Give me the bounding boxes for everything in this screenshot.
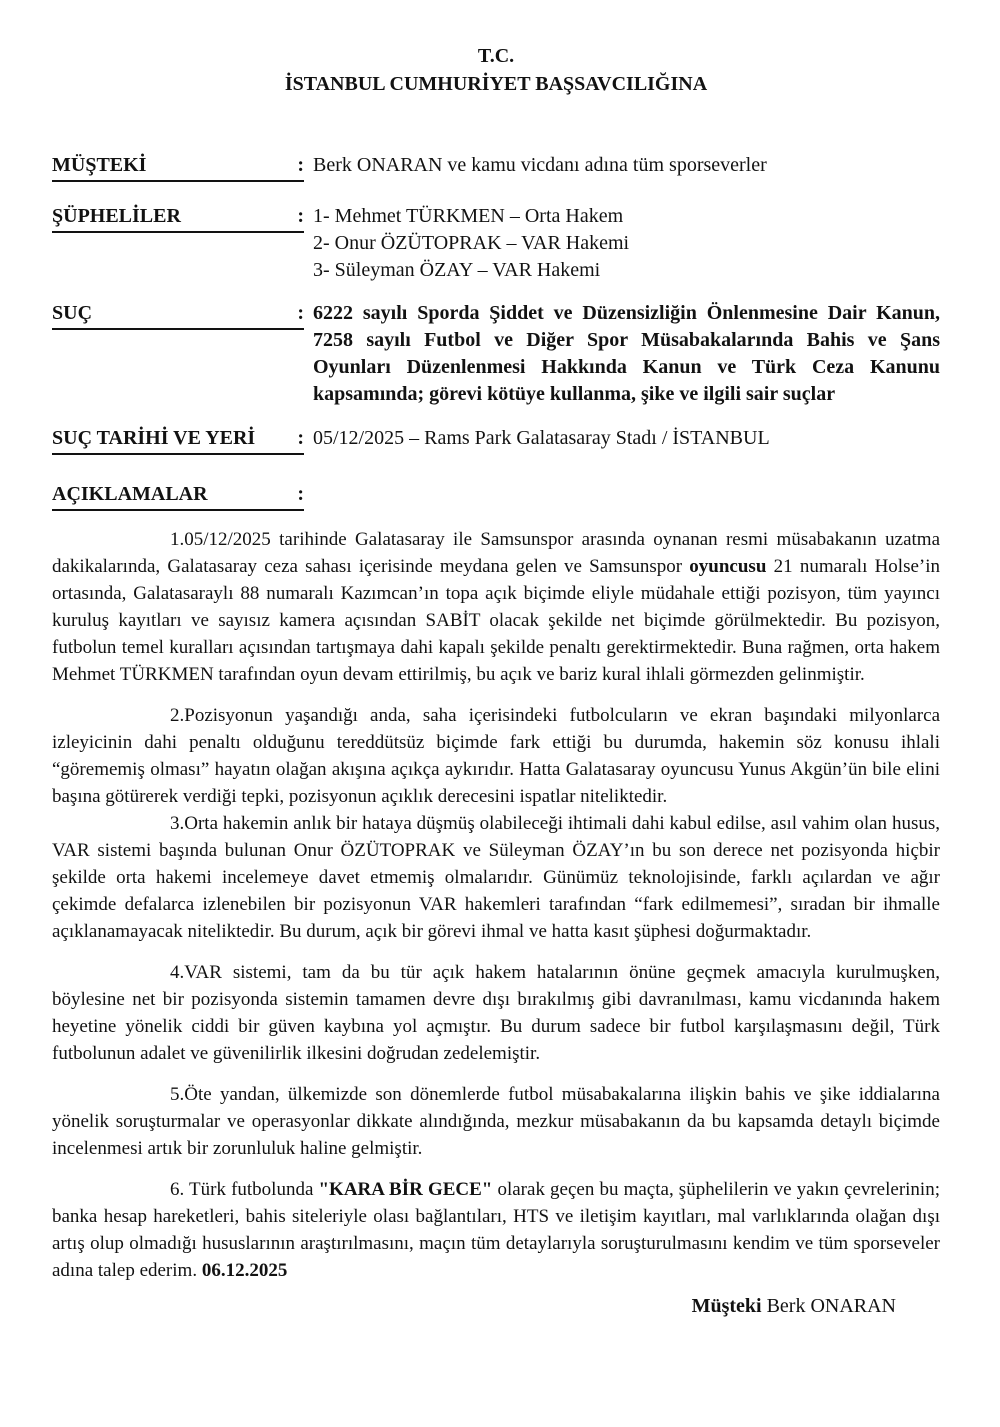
paragraph-1: 1.05/12/2025 tarihinde Galatasaray ile Samsunspor arasında oynanan resmi müsabakanın uzatma dakikalarında, Galatasaray ceza sahası içerisinde meydana gelen ve Samsunspor oyuncusu 21 numaralı Holse’in ortasında, Galatasaraylı 88 numaralı Kazımcan’ın topa açık biçimde eliyle müdahale ettiği pozisyon, tüm yayıncı kuruluş kayıtları ve sayısız kamera açısından SABİT olacak şekilde net biçimde görülmektedir. Bu pozisyon, futbolun temel kuralları açısından tartışmaya dahi kapalı şekilde penaltı gerektirmektedir. Buna rağmen, orta hakem Mehmet TÜRKMEN tarafından oyun devam ettirilmiş, bu açık ve bariz kural ihlali görmezden gelinmiştir. xyxy=(52,529,941,685)
field-label-offense-date-place xyxy=(52,425,304,455)
header-prosecutor-office-line: İSTANBUL CUMHURİYET BAŞSAVCILIĞINA xyxy=(284,73,708,95)
suspect-line-3: 3- Süleyman ÖZAY – VAR Hakemi xyxy=(313,259,601,281)
field-block xyxy=(52,152,940,511)
field-colon: : xyxy=(297,154,304,176)
field-row-explanations xyxy=(52,481,940,511)
field-label-complainant xyxy=(52,152,304,182)
field-label-offense xyxy=(52,300,304,330)
paragraph-2: 2.Pozisyonun yaşandığı anda, saha içerisindeki futbolcuların ve ekran başındaki milyonlarca izleyicinin dahi penaltı olduğunu tereddütsüz biçimde fark ettiği bu durumda, hakemin söz konusu ihlali “görememiş olması” hayatın olağan akışına açıkça aykırıdır. Hatta Galatasaray oyuncusu Yunus Akgün’ün bile elini başına götürerek verdiği tepki, pozisyonun açıklık derecesini ispatlar niteliktedir. xyxy=(52,705,940,807)
paragraph-3: 3.Orta hakemin anlık bir hataya düşmüş olabileceği ihtimali dahi kabul edilse, asıl vahim olan husus, VAR sistemi başında bulunan Onur ÖZÜTOPRAK ve Süleyman ÖZAY’ın bu son derece net pozisyonda hiçbir şekilde orta hakemi incelemeye davet etmemiş olmalarıdır. Günümüz teknolojisinde, farklı açılardan ve ağır çekimde defalarca izlenebilen bir pozisyonun VAR hakemleri tarafından “fark edilmemesi”, sıradan bir ihmalle açıklanamayacak niteliktedir. Bu durum, açık bir görevi ihmal ve hatta kasıt şüphesi doğurmaktadır. xyxy=(52,813,940,942)
field-colon: : xyxy=(297,302,304,324)
field-label-suspects xyxy=(52,203,304,233)
field-colon: : xyxy=(297,427,304,449)
field-value-suspects xyxy=(313,203,940,284)
field-label-text: SUÇ xyxy=(52,302,93,324)
field-value-offense-date-place: 05/12/2025 – Rams Park Galatasaray Stadı / İSTANBUL xyxy=(313,427,770,449)
field-value-offense: 6222 sayılı Sporda Şiddet ve Düzensizliğin Önlenmesine Dair Kanun, 7258 sayılı Futbol ve Diğer Spor Müsabakalarında Bahis ve Şans Oyunları Düzenlenmesi Hakkında Kanun ve Türk Ceza Kanunu kapsamında; görevi kötüye kullanma, şike ve ilgili sair suçlar xyxy=(313,302,940,405)
field-row-offense-date-place xyxy=(52,425,940,455)
field-colon: : xyxy=(297,205,304,227)
signature-block xyxy=(52,1293,940,1320)
field-row-offense xyxy=(52,300,940,408)
header-republic-line: T.C. xyxy=(477,45,515,67)
field-label-text: AÇIKLAMALAR xyxy=(52,483,208,505)
paragraph-6: 6. Türk futbolunda "KARA BİR GECE" olarak geçen bu maçta, şüphelilerin ve yakın çevrelerinin; banka hesap hareketleri, bahis siteleriyle olası bağlantıları, HTS ve iletişim kayıtları, mal varlıklarında olağan dışı artış olup olmadığı hususlarının araştırılmasını, maçın tüm detaylarıyla soruşturulmasını kendim ve tüm sporseveler adına talep ederim. 06.12.2025 xyxy=(52,1179,940,1281)
signature-role: Müşteki xyxy=(691,1295,762,1317)
document-header xyxy=(52,42,940,98)
paragraph-4: 4.VAR sistemi, tam da bu tür açık hakem hatalarının önüne geçmek amacıyla kurulmuşken, böylesine net bir pozisyonda sistemin tamamen devre dışı bırakılmış gibi davranılması, kamu vicdanında hakem heyetine yönelik ciddi bir güven kaybına yol açmıştır. Bu durum sadece bir futbol karşılaşmasını değil, Türk futbolunun adalet ve güvenilirlik ilkesini doğrudan zedelemiştir. xyxy=(52,962,940,1064)
field-row-suspects xyxy=(52,203,940,284)
signature-name: Berk ONARAN xyxy=(766,1295,896,1317)
field-label-text: ŞÜPHELİLER xyxy=(52,205,181,227)
field-colon: : xyxy=(297,483,304,505)
field-row-complainant xyxy=(52,152,940,182)
paragraph-5: 5.Öte yandan, ülkemizde son dönemlerde futbol müsabakalarına ilişkin bahis ve şike iddialarına yönelik soruşturmalar ve operasyonlar dikkate alındığında, mezkur müsabakanın da bu kapsamda detaylı biçimde incelenmesi artık bir zorunluluk haline gelmiştir. xyxy=(52,1084,940,1159)
field-label-text: MÜŞTEKİ xyxy=(52,154,147,176)
field-label-text: SUÇ TARİHİ VE YERİ xyxy=(52,427,256,449)
suspect-line-1: 1- Mehmet TÜRKMEN – Orta Hakem xyxy=(313,205,624,227)
field-label-explanations xyxy=(52,481,304,511)
field-value-complainant: Berk ONARAN ve kamu vicdanı adına tüm sporseverler xyxy=(313,154,767,176)
suspect-line-2: 2- Onur ÖZÜTOPRAK – VAR Hakemi xyxy=(313,232,630,254)
explanations-body xyxy=(52,526,940,1284)
